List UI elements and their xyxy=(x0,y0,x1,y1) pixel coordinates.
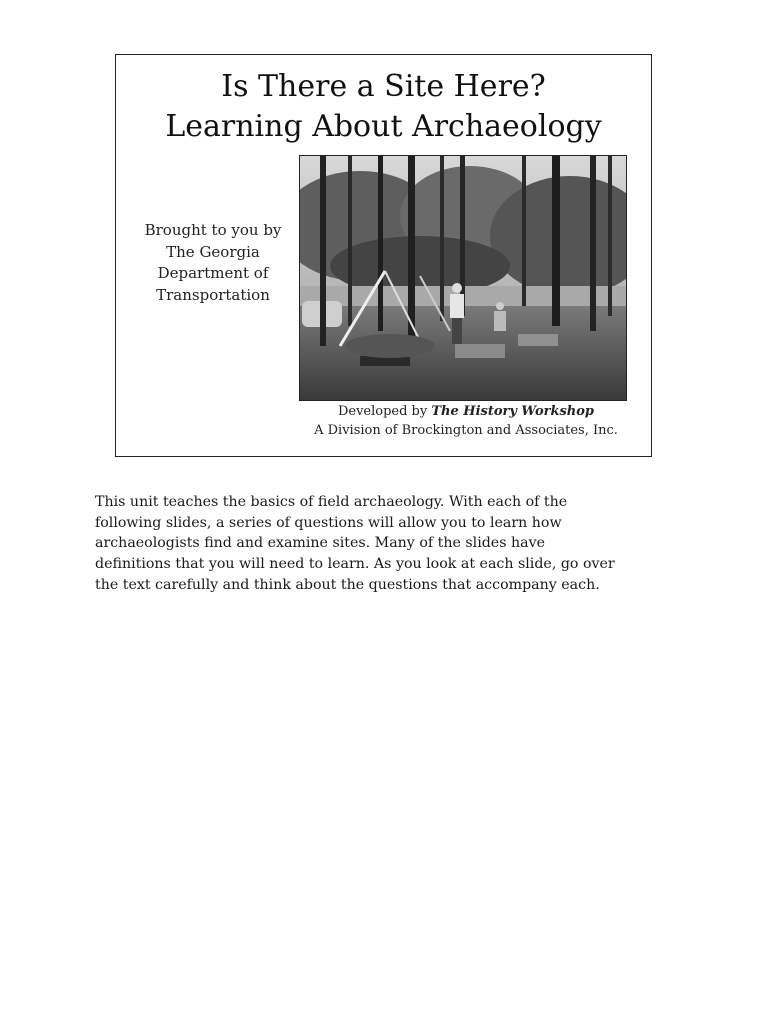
credit-prefix: Developed by xyxy=(337,404,432,419)
slide-title xyxy=(116,67,651,147)
credit-line-1 xyxy=(286,402,646,421)
sponsor-line: Brought to you by xyxy=(144,221,282,239)
intro-line: archaeologists find and examine sites. Many of the slides have xyxy=(95,535,546,552)
intro-line: This unit teaches the basics of field archaeology. With each of the xyxy=(95,494,568,510)
intro-line: following slides, a series of questions will allow you to learn how xyxy=(95,514,562,531)
title-line-1: Is There a Site Here? xyxy=(221,69,546,104)
sponsor-line: The Georgia xyxy=(166,242,260,261)
sponsor-line: Transportation xyxy=(156,285,270,304)
intro-line: definitions that you will need to learn. As you look at each slide, go over xyxy=(95,556,615,573)
intro-line: the text carefully and think about the questions that accompany each. xyxy=(95,576,600,593)
excavation-photo xyxy=(299,155,627,401)
credit-block xyxy=(286,402,646,440)
sponsor-text xyxy=(128,220,298,306)
title-line-2: Learning About Archaeology xyxy=(165,109,602,144)
intro-paragraph xyxy=(95,492,685,596)
credit-org: The History Workshop xyxy=(431,404,595,419)
credit-line-2: A Division of Brockington and Associates, Inc. xyxy=(314,423,618,438)
sponsor-line: Department of xyxy=(157,264,269,282)
title-slide xyxy=(115,54,652,457)
